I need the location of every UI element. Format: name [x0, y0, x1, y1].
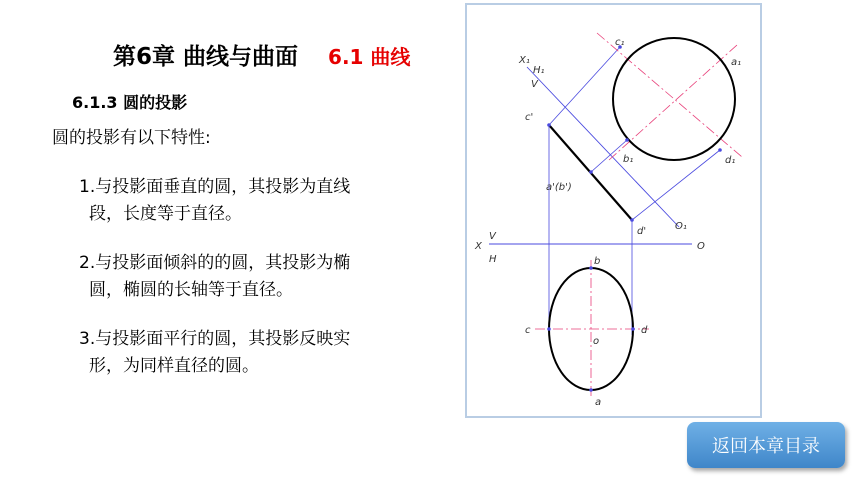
projection-diagram: [467, 5, 764, 420]
chapter-title: [113, 38, 410, 71]
label-b1: b₁: [623, 154, 634, 165]
label-v: V: [489, 231, 496, 242]
point-a: [589, 388, 593, 392]
property-3-line2: 形，为同样直径的圆。: [89, 356, 259, 376]
property-2-line1: 2.与投影面倾斜的的圆，其投影为椭: [79, 253, 351, 273]
property-3-line1: 3.与投影面平行的圆，其投影反映实: [79, 329, 351, 349]
property-item-3: [79, 326, 449, 380]
subheading: 6.1.3 圆的投影: [72, 93, 188, 112]
label-ab-prime: a'(b'): [546, 182, 572, 193]
label-c-prime: c': [525, 112, 534, 123]
label-h1: H₁: [533, 65, 545, 76]
projector-c1: [549, 47, 620, 125]
label-o: O: [697, 241, 705, 252]
label-d-prime: d': [637, 226, 647, 237]
point-c-prime: [547, 123, 551, 127]
property-item-1: [79, 174, 449, 228]
projection-figure: [465, 3, 762, 418]
label-b: b: [594, 256, 601, 267]
label-a1: a₁: [731, 57, 742, 68]
property-item-2: [79, 250, 449, 304]
label-h: H: [489, 254, 497, 265]
label-a: a: [595, 397, 602, 408]
label-v-top: V: [531, 79, 538, 90]
point-d1: [718, 148, 722, 152]
point-b1: [625, 138, 629, 142]
label-o1: O₁: [675, 221, 687, 232]
back-to-chapter-button[interactable]: 返回本章目录: [687, 422, 845, 468]
chapter-title-text: 第6章 曲线与曲面: [113, 44, 299, 70]
label-c: c: [525, 325, 531, 336]
label-o-center: o: [593, 336, 600, 347]
label-d1: d₁: [725, 155, 736, 166]
property-2-line2: 圆，椭圆的长轴等于直径。: [89, 280, 293, 300]
label-x1: X₁: [519, 55, 530, 66]
label-x: X: [475, 241, 482, 252]
point-ab-prime: [589, 170, 593, 174]
intro-text: 圆的投影有以下特性:: [52, 128, 211, 148]
point-b: [589, 266, 593, 270]
section-title: 6.1 曲线: [328, 45, 411, 69]
label-d: d: [641, 325, 648, 336]
point-d-prime: [630, 218, 634, 222]
property-1-line2: 段，长度等于直径。: [89, 204, 242, 224]
aux-circle: [613, 38, 735, 160]
label-c1: c₁: [615, 37, 625, 48]
point-d: [631, 327, 635, 331]
point-c: [547, 327, 551, 331]
aux-axis-x1-o1: [527, 67, 679, 227]
property-1-line1: 1.与投影面垂直的圆，其投影为直线: [79, 177, 351, 197]
